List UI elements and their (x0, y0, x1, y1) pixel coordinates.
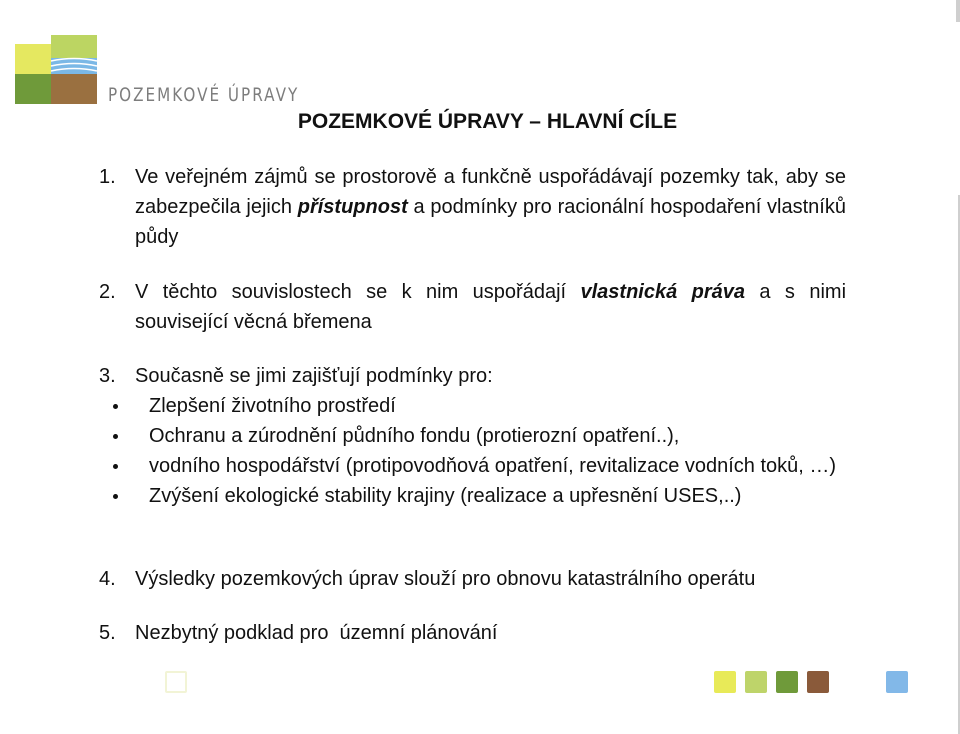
footer-square-yellow (714, 671, 736, 693)
item-number: 1. (99, 166, 116, 188)
bullet-item: Ochranu a zúrodnění půdního fondu (protierozní opatření..), (99, 421, 846, 451)
footer-square-blue (886, 671, 908, 693)
logo-square-yellow (15, 44, 51, 74)
logo-text: POZEMKOVÉ ÚPRAVY (108, 84, 300, 106)
logo-square-green (15, 74, 51, 104)
item-text: Ve veřejném zájmů se prostorově a funkčně uspořádávají pozemky tak, aby se zabezpečila jejich přístupnost a podmínky pro racionální hospodaření vlastníků půdy (135, 166, 846, 248)
item-number: 5. (99, 622, 116, 644)
item-text: V těchto souvislostech se k nim uspořádají vlastnická práva a s nimi související věcná břemena (135, 281, 847, 333)
footer-square-brown (807, 671, 829, 693)
footer-square-outline (165, 671, 187, 693)
corner-divider (956, 0, 960, 22)
list-item-3 (99, 361, 846, 511)
item-number: 3. (99, 365, 116, 387)
bullet-item: vodního hospodářství (protipovodňová opatření, revitalizace vodních toků, …) (99, 451, 846, 481)
bullet-item: Zvýšení ekologické stability krajiny (realizace a upřesnění USES,..) (99, 481, 846, 511)
list-item-2 (99, 277, 846, 337)
item-text: Současně se jimi zajišťují podmínky pro: (135, 365, 493, 387)
list-item-1 (99, 162, 846, 252)
item-text: Nezbytný podklad pro územní plánování (135, 622, 498, 644)
footer-square-green (776, 671, 798, 693)
item-number: 2. (99, 281, 116, 303)
page-title: POZEMKOVÉ ÚPRAVY – HLAVNÍ CÍLE (297, 110, 678, 133)
item-text: Výsledky pozemkových úprav slouží pro obnovu katastrálního operátu (135, 568, 756, 590)
emphasis-text: přístupnost (297, 196, 408, 218)
bullet-list (99, 391, 846, 511)
bullet-item: Zlepšení životního prostředí (99, 391, 846, 421)
logo-square-brown (51, 74, 97, 104)
list-item-4 (99, 564, 846, 594)
emphasis-text: vlastnická práva (580, 281, 745, 303)
footer-square-lightgreen (745, 671, 767, 693)
item-number: 4. (99, 568, 116, 590)
list-item-5 (99, 618, 846, 648)
